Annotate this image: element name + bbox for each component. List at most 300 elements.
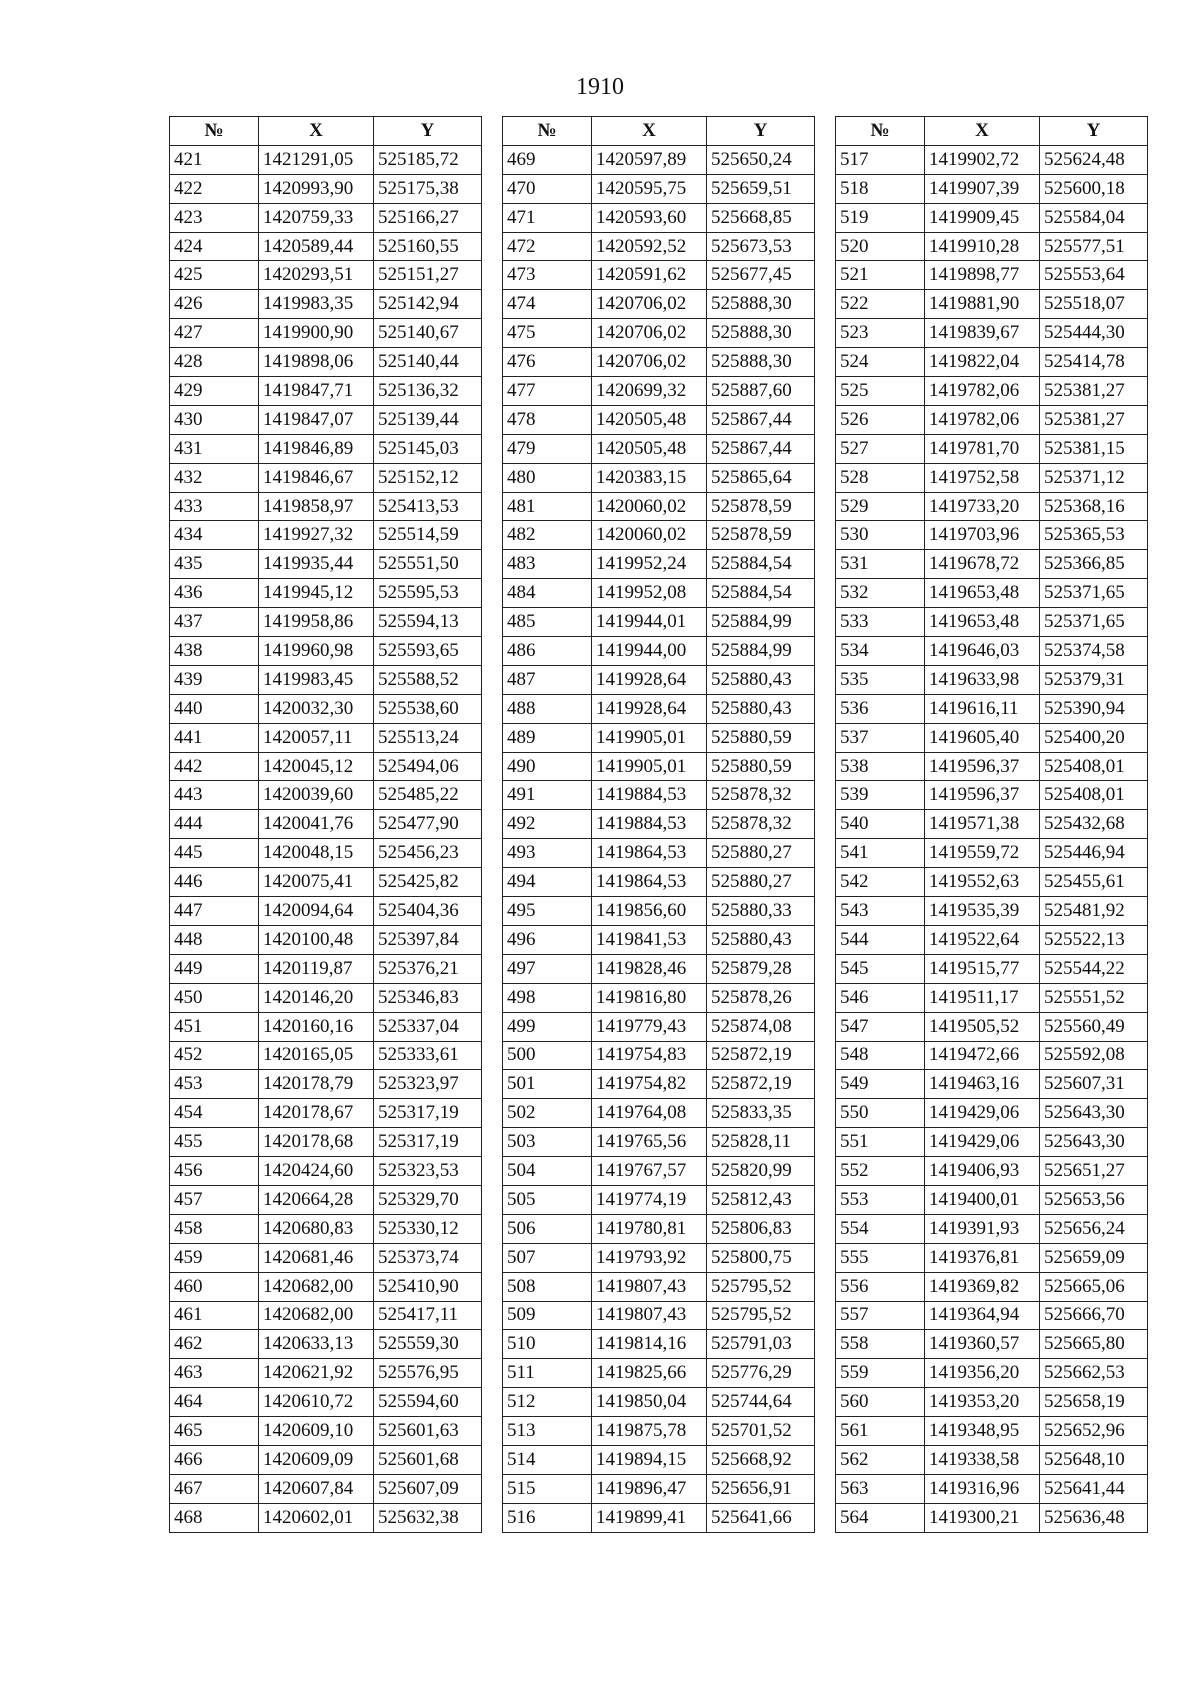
table-row <box>503 203 815 232</box>
cell-x: 1419754,83 <box>592 1041 707 1070</box>
table-header-row <box>836 117 1148 146</box>
table-row <box>170 1272 482 1301</box>
cell-number: 467 <box>170 1474 259 1503</box>
table-row <box>170 752 482 781</box>
cell-y: 525656,24 <box>1040 1214 1148 1243</box>
cell-x: 1420505,48 <box>592 405 707 434</box>
cell-y: 525456,23 <box>374 839 482 868</box>
table-row <box>170 1388 482 1417</box>
cell-number: 449 <box>170 954 259 983</box>
table-row <box>503 781 815 810</box>
cell-y: 525366,85 <box>1040 550 1148 579</box>
cell-y: 525333,61 <box>374 1041 482 1070</box>
cell-x: 1420041,76 <box>259 810 374 839</box>
table-row <box>170 579 482 608</box>
cell-y: 525417,11 <box>374 1301 482 1330</box>
cell-x: 1420595,75 <box>592 174 707 203</box>
table-row <box>836 665 1148 694</box>
cell-y: 525867,44 <box>707 405 815 434</box>
cell-number: 558 <box>836 1330 925 1359</box>
cell-y: 525317,19 <box>374 1099 482 1128</box>
cell-x: 1419894,15 <box>592 1445 707 1474</box>
cell-number: 477 <box>503 377 592 406</box>
cell-number: 525 <box>836 377 925 406</box>
table-row <box>170 1070 482 1099</box>
cell-y: 525666,70 <box>1040 1301 1148 1330</box>
cell-x: 1419300,21 <box>925 1503 1040 1532</box>
cell-x: 1419847,07 <box>259 405 374 434</box>
cell-y: 525337,04 <box>374 1012 482 1041</box>
table-row <box>836 839 1148 868</box>
cell-y: 525381,27 <box>1040 405 1148 434</box>
cell-x: 1419616,11 <box>925 694 1040 723</box>
cell-x: 1420633,13 <box>259 1330 374 1359</box>
cell-y: 525140,44 <box>374 348 482 377</box>
cell-number: 484 <box>503 579 592 608</box>
cell-number: 466 <box>170 1445 259 1474</box>
cell-number: 515 <box>503 1474 592 1503</box>
table-row <box>170 1445 482 1474</box>
cell-y: 525576,95 <box>374 1359 482 1388</box>
cell-x: 1420505,48 <box>592 434 707 463</box>
cell-y: 525584,04 <box>1040 203 1148 232</box>
table-row <box>836 203 1148 232</box>
cell-x: 1419646,03 <box>925 637 1040 666</box>
table-row <box>170 463 482 492</box>
cell-x: 1419928,64 <box>592 694 707 723</box>
cell-x: 1420060,02 <box>592 521 707 550</box>
cell-y: 525880,59 <box>707 723 815 752</box>
cell-number: 430 <box>170 405 259 434</box>
cell-number: 563 <box>836 1474 925 1503</box>
cell-number: 478 <box>503 405 592 434</box>
cell-y: 525880,43 <box>707 694 815 723</box>
table-row <box>836 377 1148 406</box>
cell-y: 525776,29 <box>707 1359 815 1388</box>
table-row <box>170 694 482 723</box>
table-row <box>836 348 1148 377</box>
cell-y: 525371,65 <box>1040 608 1148 637</box>
cell-x: 1419927,32 <box>259 521 374 550</box>
cell-number: 531 <box>836 550 925 579</box>
cell-number: 459 <box>170 1243 259 1272</box>
table-row <box>503 290 815 319</box>
cell-number: 548 <box>836 1041 925 1070</box>
cell-y: 525432,68 <box>1040 810 1148 839</box>
cell-x: 1419881,90 <box>925 290 1040 319</box>
cell-x: 1420621,92 <box>259 1359 374 1388</box>
table-row <box>503 954 815 983</box>
cell-x: 1420706,02 <box>592 348 707 377</box>
table-row <box>836 1359 1148 1388</box>
cell-x: 1419944,01 <box>592 608 707 637</box>
cell-number: 425 <box>170 261 259 290</box>
cell-y: 525607,31 <box>1040 1070 1148 1099</box>
header-number: № <box>836 117 925 146</box>
header-y: Y <box>374 117 482 146</box>
cell-x: 1419752,58 <box>925 463 1040 492</box>
cell-x: 1419858,97 <box>259 492 374 521</box>
table-row <box>503 1359 815 1388</box>
cell-y: 525346,83 <box>374 983 482 1012</box>
cell-number: 522 <box>836 290 925 319</box>
table-row <box>170 1301 482 1330</box>
cell-y: 525379,31 <box>1040 665 1148 694</box>
cell-number: 537 <box>836 723 925 752</box>
cell-number: 555 <box>836 1243 925 1272</box>
table-row <box>836 897 1148 926</box>
cell-y: 525648,10 <box>1040 1445 1148 1474</box>
table-row <box>836 145 1148 174</box>
cell-x: 1420993,90 <box>259 174 374 203</box>
cell-number: 509 <box>503 1301 592 1330</box>
cell-x: 1419765,56 <box>592 1128 707 1157</box>
cell-number: 473 <box>503 261 592 290</box>
cell-x: 1419429,06 <box>925 1128 1040 1157</box>
table-row <box>836 1041 1148 1070</box>
cell-number: 442 <box>170 752 259 781</box>
cell-number: 426 <box>170 290 259 319</box>
cell-number: 532 <box>836 579 925 608</box>
cell-y: 525371,12 <box>1040 463 1148 492</box>
cell-y: 525662,53 <box>1040 1359 1148 1388</box>
cell-y: 525175,38 <box>374 174 482 203</box>
cell-number: 488 <box>503 694 592 723</box>
cell-y: 525795,52 <box>707 1272 815 1301</box>
cell-number: 441 <box>170 723 259 752</box>
cell-x: 1419511,17 <box>925 983 1040 1012</box>
cell-y: 525673,53 <box>707 232 815 261</box>
table-row <box>170 925 482 954</box>
cell-y: 525592,08 <box>1040 1041 1148 1070</box>
cell-x: 1420609,09 <box>259 1445 374 1474</box>
cell-y: 525600,18 <box>1040 174 1148 203</box>
cell-x: 1420699,32 <box>592 377 707 406</box>
table-row <box>170 1330 482 1359</box>
cell-x: 1419400,01 <box>925 1185 1040 1214</box>
table-row <box>503 1041 815 1070</box>
table-row <box>836 550 1148 579</box>
table-row <box>503 1445 815 1474</box>
cell-x: 1419884,53 <box>592 810 707 839</box>
cell-x: 1420589,44 <box>259 232 374 261</box>
cell-y: 525559,30 <box>374 1330 482 1359</box>
cell-y: 525607,09 <box>374 1474 482 1503</box>
cell-y: 525641,44 <box>1040 1474 1148 1503</box>
cell-y: 525665,06 <box>1040 1272 1148 1301</box>
cell-y: 525632,38 <box>374 1503 482 1532</box>
cell-number: 513 <box>503 1417 592 1446</box>
cell-x: 1419780,81 <box>592 1214 707 1243</box>
cell-number: 500 <box>503 1041 592 1070</box>
cell-number: 448 <box>170 925 259 954</box>
cell-y: 525376,21 <box>374 954 482 983</box>
cell-x: 1419353,20 <box>925 1388 1040 1417</box>
table-header-row <box>503 117 815 146</box>
cell-y: 525329,70 <box>374 1185 482 1214</box>
cell-x: 1419406,93 <box>925 1157 1040 1186</box>
cell-x: 1419856,60 <box>592 897 707 926</box>
cell-number: 545 <box>836 954 925 983</box>
cell-number: 496 <box>503 925 592 954</box>
cell-number: 552 <box>836 1157 925 1186</box>
cell-x: 1419935,44 <box>259 550 374 579</box>
cell-number: 421 <box>170 145 259 174</box>
cell-number: 508 <box>503 1272 592 1301</box>
table-row <box>170 1099 482 1128</box>
cell-x: 1419364,94 <box>925 1301 1040 1330</box>
cell-y: 525641,66 <box>707 1503 815 1532</box>
cell-number: 527 <box>836 434 925 463</box>
table-header-row <box>170 117 482 146</box>
cell-x: 1419839,67 <box>925 319 1040 348</box>
table-row <box>836 319 1148 348</box>
table-row <box>836 579 1148 608</box>
cell-x: 1419522,64 <box>925 925 1040 954</box>
cell-x: 1419376,81 <box>925 1243 1040 1272</box>
cell-number: 458 <box>170 1214 259 1243</box>
cell-number: 534 <box>836 637 925 666</box>
cell-x: 1419779,43 <box>592 1012 707 1041</box>
cell-number: 518 <box>836 174 925 203</box>
cell-y: 525595,53 <box>374 579 482 608</box>
cell-number: 433 <box>170 492 259 521</box>
cell-number: 472 <box>503 232 592 261</box>
cell-y: 525880,33 <box>707 897 815 926</box>
cell-y: 525588,52 <box>374 665 482 694</box>
table-row <box>836 954 1148 983</box>
cell-number: 429 <box>170 377 259 406</box>
cell-y: 525160,55 <box>374 232 482 261</box>
table-row <box>836 810 1148 839</box>
table-row <box>836 1157 1148 1186</box>
cell-x: 1419653,48 <box>925 608 1040 637</box>
cell-number: 432 <box>170 463 259 492</box>
table-row <box>170 521 482 550</box>
table-row <box>503 232 815 261</box>
cell-y: 525668,92 <box>707 1445 815 1474</box>
cell-y: 525872,19 <box>707 1041 815 1070</box>
cell-number: 540 <box>836 810 925 839</box>
cell-x: 1420591,62 <box>592 261 707 290</box>
table-row <box>503 608 815 637</box>
cell-y: 525514,59 <box>374 521 482 550</box>
cell-x: 1419952,24 <box>592 550 707 579</box>
cell-y: 525408,01 <box>1040 752 1148 781</box>
table-row <box>836 1474 1148 1503</box>
table-row <box>170 405 482 434</box>
cell-y: 525594,60 <box>374 1388 482 1417</box>
cell-number: 514 <box>503 1445 592 1474</box>
cell-y: 525365,53 <box>1040 521 1148 550</box>
table-row <box>503 550 815 579</box>
cell-y: 525553,64 <box>1040 261 1148 290</box>
cell-number: 542 <box>836 868 925 897</box>
cell-x: 1420100,48 <box>259 925 374 954</box>
table-row <box>836 1099 1148 1128</box>
cell-number: 556 <box>836 1272 925 1301</box>
table-row <box>503 579 815 608</box>
cell-x: 1419907,39 <box>925 174 1040 203</box>
table-row <box>836 1214 1148 1243</box>
cell-number: 512 <box>503 1388 592 1417</box>
cell-number: 530 <box>836 521 925 550</box>
table-row <box>503 434 815 463</box>
table-row <box>503 261 815 290</box>
cell-x: 1419429,06 <box>925 1099 1040 1128</box>
cell-x: 1419633,98 <box>925 665 1040 694</box>
table-row <box>503 1330 815 1359</box>
cell-number: 482 <box>503 521 592 550</box>
cell-y: 525477,90 <box>374 810 482 839</box>
table-row <box>503 925 815 954</box>
table-row <box>170 1157 482 1186</box>
table-row <box>836 1185 1148 1214</box>
cell-y: 525410,90 <box>374 1272 482 1301</box>
cell-y: 525494,06 <box>374 752 482 781</box>
table-row <box>836 983 1148 1012</box>
cell-number: 561 <box>836 1417 925 1446</box>
cell-number: 501 <box>503 1070 592 1099</box>
cell-y: 525601,63 <box>374 1417 482 1446</box>
table-row <box>503 1474 815 1503</box>
cell-y: 525884,99 <box>707 637 815 666</box>
cell-number: 499 <box>503 1012 592 1041</box>
cell-y: 525653,56 <box>1040 1185 1148 1214</box>
cell-number: 524 <box>836 348 925 377</box>
table-row <box>503 983 815 1012</box>
table-row <box>836 723 1148 752</box>
table-row <box>836 637 1148 666</box>
cell-y: 525812,43 <box>707 1185 815 1214</box>
table-row <box>170 1474 482 1503</box>
cell-y: 525744,64 <box>707 1388 815 1417</box>
cell-y: 525577,51 <box>1040 232 1148 261</box>
cell-y: 525624,48 <box>1040 145 1148 174</box>
table-row <box>170 1185 482 1214</box>
cell-x: 1419983,45 <box>259 665 374 694</box>
cell-y: 525413,53 <box>374 492 482 521</box>
cell-y: 525330,12 <box>374 1214 482 1243</box>
cell-number: 480 <box>503 463 592 492</box>
cell-x: 1420607,84 <box>259 1474 374 1503</box>
table-row <box>170 1128 482 1157</box>
cell-x: 1419515,77 <box>925 954 1040 983</box>
cell-number: 475 <box>503 319 592 348</box>
cell-y: 525800,75 <box>707 1243 815 1272</box>
cell-y: 525136,32 <box>374 377 482 406</box>
cell-y: 525381,15 <box>1040 434 1148 463</box>
cell-number: 559 <box>836 1359 925 1388</box>
cell-y: 525152,12 <box>374 463 482 492</box>
table-row <box>170 1417 482 1446</box>
cell-x: 1419774,19 <box>592 1185 707 1214</box>
cell-number: 453 <box>170 1070 259 1099</box>
table-row <box>836 1445 1148 1474</box>
cell-number: 491 <box>503 781 592 810</box>
cell-x: 1420681,46 <box>259 1243 374 1272</box>
cell-number: 469 <box>503 145 592 174</box>
cell-number: 437 <box>170 608 259 637</box>
cell-number: 519 <box>836 203 925 232</box>
cell-number: 454 <box>170 1099 259 1128</box>
cell-number: 447 <box>170 897 259 926</box>
cell-y: 525867,44 <box>707 434 815 463</box>
cell-x: 1419571,38 <box>925 810 1040 839</box>
coordinates-table-1 <box>169 116 482 1533</box>
coordinates-table-3 <box>835 116 1148 1533</box>
cell-y: 525795,52 <box>707 1301 815 1330</box>
cell-number: 446 <box>170 868 259 897</box>
cell-y: 525551,52 <box>1040 983 1148 1012</box>
cell-y: 525636,48 <box>1040 1503 1148 1532</box>
cell-x: 1419391,93 <box>925 1214 1040 1243</box>
cell-y: 525185,72 <box>374 145 482 174</box>
cell-y: 525650,24 <box>707 145 815 174</box>
table-row <box>836 463 1148 492</box>
cell-number: 506 <box>503 1214 592 1243</box>
cell-x: 1419828,46 <box>592 954 707 983</box>
table-row <box>503 145 815 174</box>
table-row <box>170 810 482 839</box>
table-row <box>836 1301 1148 1330</box>
cell-y: 525651,27 <box>1040 1157 1148 1186</box>
cell-x: 1420602,01 <box>259 1503 374 1532</box>
cell-y: 525400,20 <box>1040 723 1148 752</box>
table-row <box>170 954 482 983</box>
cell-x: 1419952,08 <box>592 579 707 608</box>
cell-x: 1420039,60 <box>259 781 374 810</box>
cell-y: 525444,30 <box>1040 319 1148 348</box>
cell-x: 1420094,64 <box>259 897 374 926</box>
cell-y: 525593,65 <box>374 637 482 666</box>
cell-x: 1419754,82 <box>592 1070 707 1099</box>
table-row <box>503 723 815 752</box>
page-number: 1910 <box>576 74 624 100</box>
cell-x: 1420706,02 <box>592 319 707 348</box>
cell-x: 1419958,86 <box>259 608 374 637</box>
table-row <box>836 1128 1148 1157</box>
cell-y: 525878,26 <box>707 983 815 1012</box>
cell-number: 460 <box>170 1272 259 1301</box>
cell-y: 525833,35 <box>707 1099 815 1128</box>
cell-number: 497 <box>503 954 592 983</box>
cell-number: 550 <box>836 1099 925 1128</box>
cell-y: 525373,74 <box>374 1243 482 1272</box>
cell-x: 1419463,16 <box>925 1070 1040 1099</box>
cell-number: 474 <box>503 290 592 319</box>
table-row <box>503 868 815 897</box>
cell-y: 525374,58 <box>1040 637 1148 666</box>
cell-y: 525455,61 <box>1040 868 1148 897</box>
cell-number: 564 <box>836 1503 925 1532</box>
cell-x: 1419944,00 <box>592 637 707 666</box>
cell-number: 479 <box>503 434 592 463</box>
cell-number: 492 <box>503 810 592 839</box>
cell-number: 549 <box>836 1070 925 1099</box>
cell-y: 525701,52 <box>707 1417 815 1446</box>
cell-x: 1419338,58 <box>925 1445 1040 1474</box>
cell-y: 525446,94 <box>1040 839 1148 868</box>
cell-number: 487 <box>503 665 592 694</box>
cell-y: 525878,59 <box>707 521 815 550</box>
table-row <box>170 174 482 203</box>
cell-number: 494 <box>503 868 592 897</box>
cell-y: 525643,30 <box>1040 1128 1148 1157</box>
cell-x: 1419847,71 <box>259 377 374 406</box>
cell-x: 1419846,67 <box>259 463 374 492</box>
cell-x: 1419864,53 <box>592 868 707 897</box>
